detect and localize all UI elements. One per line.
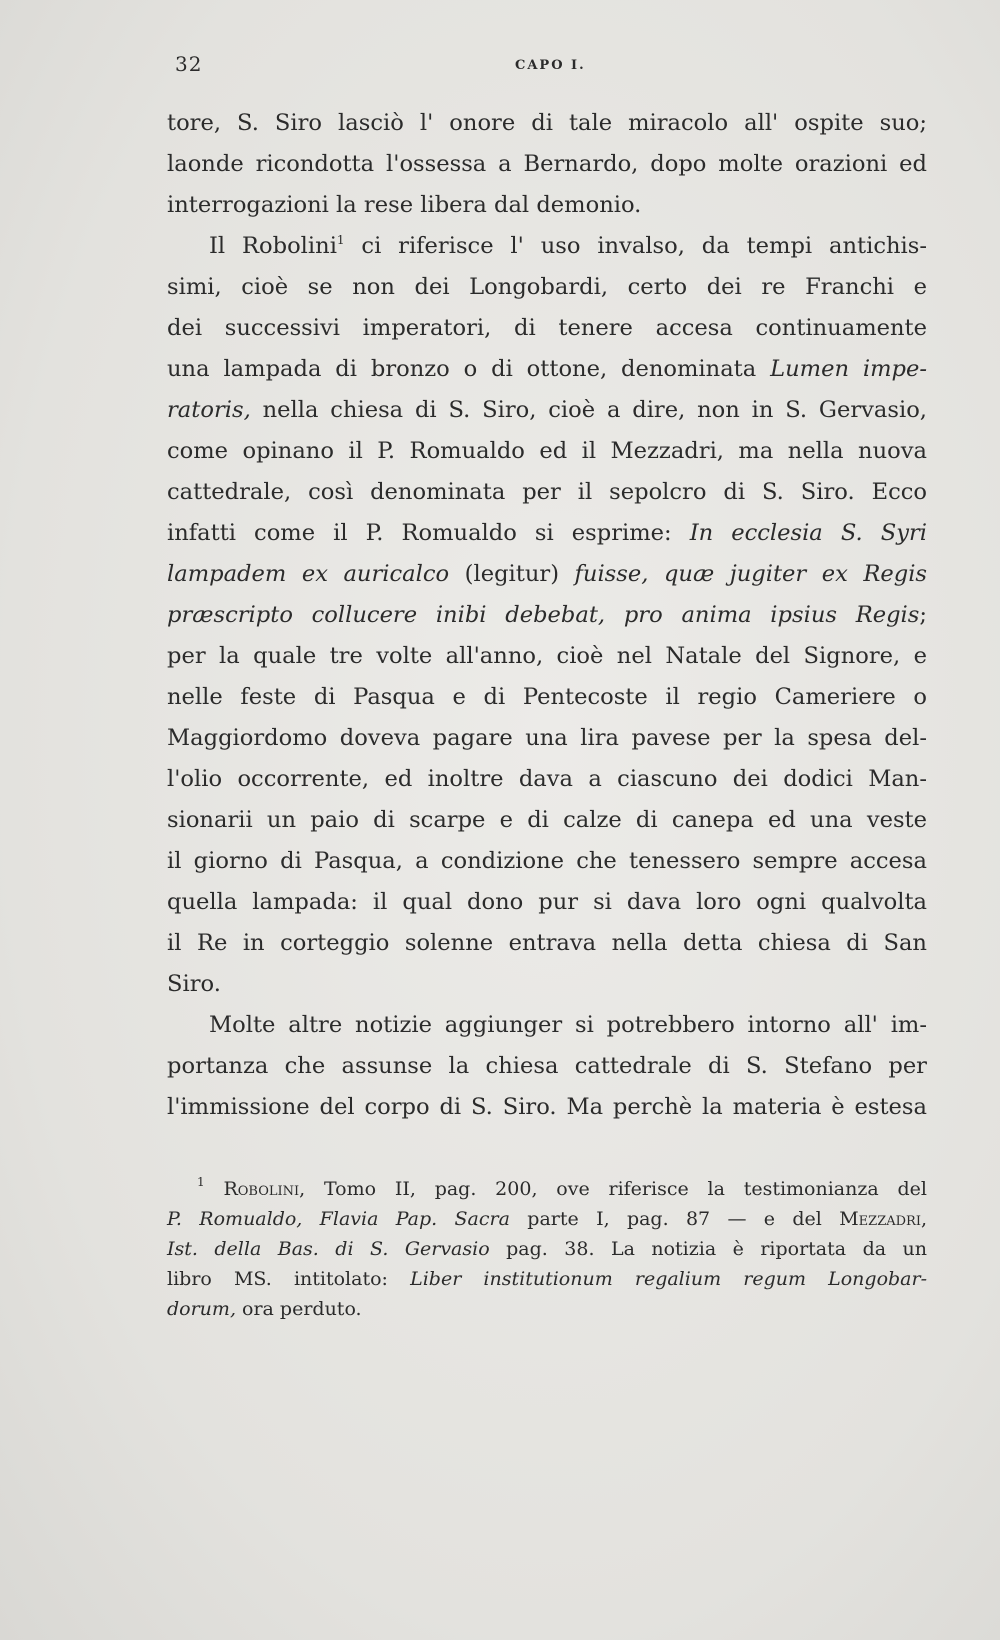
text-line: quella lampada: il qual dono pur si dava loro ogni qualvolta	[167, 889, 927, 915]
text-line: Il Robolini$^1$ ci riferisce l' uso invalso, da tempi antichis-	[209, 233, 927, 259]
footnote-line: $^1$ Robolini, Tomo II, pag. 200, ove riferisce la testimonianza del	[197, 1175, 927, 1200]
text-line: Maggiordomo doveva pagare una lira pavese per la spesa del-	[167, 725, 927, 751]
footnote-line: P. Romualdo, Flavia Pap. Sacra parte I, pag. 87 — e del Mezzadri,	[167, 1208, 928, 1230]
text-line: il giorno di Pasqua, a condizione che tenessero sempre accesa	[167, 848, 927, 874]
text-line: per la quale tre volte all'anno, cioè nel Natale del Signore, e	[167, 643, 927, 669]
text-line: interrogazioni la rese libera dal demonio.	[167, 192, 642, 218]
footnote-marker: 1	[336, 233, 345, 247]
text-line: Siro.	[167, 971, 221, 997]
main-text	[167, 103, 927, 1128]
running-head: CAPO I.	[515, 58, 586, 73]
text-line: tore, S. Siro lasciò l' onore di tale miracolo all' ospite suo;	[167, 110, 927, 136]
text-line: cattedrale, così denominata per il sepolcro di S. Siro. Ecco	[167, 479, 927, 505]
text-line: l'immissione del corpo di S. Siro. Ma perchè la materia è estesa	[167, 1094, 927, 1120]
text-line: sionarii un paio di scarpe e di calze di canepa ed una veste	[167, 807, 927, 833]
footnote-line: libro MS. intitolato: Liber institutionum regalium regum Longobar-	[167, 1268, 928, 1290]
text-line: simi, cioè se non dei Longobardi, certo dei re Franchi e	[167, 274, 927, 300]
text-line: il Re in corteggio solenne entrava nella detta chiesa di San	[167, 930, 927, 956]
footnote-line: Ist. della Bas. di S. Gervasio pag. 38. La notizia è riportata da un	[167, 1238, 927, 1260]
footnote-number: 1	[197, 1175, 205, 1189]
text-line: l'olio occorrente, ed inoltre dava a ciascuno dei dodici Man-	[167, 766, 927, 792]
text-line: ratoris, nella chiesa di S. Siro, cioè a dire, non in S. Gervasio,	[167, 397, 927, 423]
text-line: laonde ricondotta l'ossessa a Bernardo, dopo molte orazioni ed	[167, 151, 927, 177]
text-line: Molte altre notizie aggiunger si potrebbero intorno all' im-	[209, 1012, 927, 1038]
text-line: nelle feste di Pasqua e di Pentecoste il regio Cameriere o	[167, 684, 927, 710]
text-line: præscripto collucere inibi debebat, pro anima ipsius Regis;	[167, 602, 927, 628]
footnotes	[167, 1174, 927, 1324]
footnote-line: dorum, ora perduto.	[167, 1298, 362, 1320]
text-line: infatti come il P. Romualdo si esprime: In ecclesia S. Syri	[167, 520, 927, 546]
text-line: una lampada di bronzo o di ottone, denominata Lumen impe-	[167, 356, 927, 382]
text-line: portanza che assunse la chiesa cattedrale di S. Stefano per	[167, 1053, 927, 1079]
text-line: lampadem ex auricalco (legitur) fuisse, quæ jugiter ex Regis	[167, 561, 928, 587]
page-header	[175, 52, 930, 82]
text-line: dei successivi imperatori, di tenere accesa continuamente	[167, 315, 927, 341]
text-line: come opinano il P. Romualdo ed il Mezzadri, ma nella nuova	[167, 438, 927, 464]
page-number: 32	[175, 52, 203, 76]
